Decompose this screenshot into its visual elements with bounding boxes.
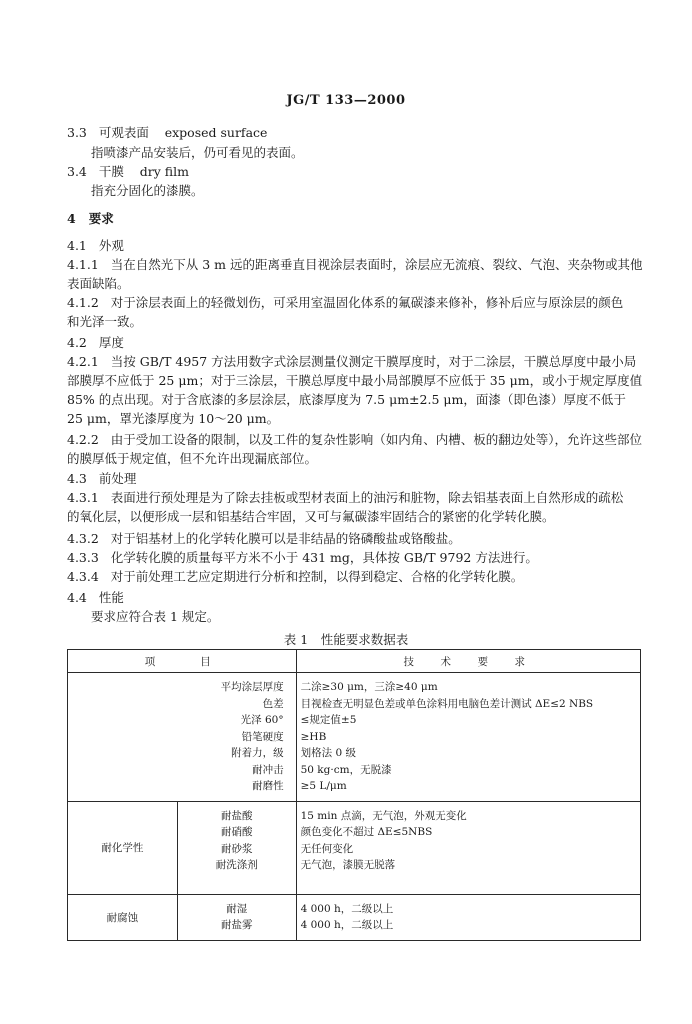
table-requirement: 4 000 h，二级以上	[300, 919, 394, 931]
table-row-basic-properties	[68, 673, 641, 802]
performance-requirements-table	[67, 649, 641, 941]
clause-number: 4.3.1	[67, 490, 99, 505]
clause-4-3-3	[67, 549, 538, 567]
clause-4-2-1-line3: 85% 的点出现。对于含底漆的多层涂层，底漆厚度为 7.5 μm±2.5 μm，面漆（即色漆）厚度不低于	[67, 392, 626, 407]
chemical-requirements-cell	[296, 801, 640, 894]
basic-items-cell	[68, 673, 297, 802]
clause-text: 对于前处理工艺应定期进行分析和控制，以得到稳定、合格的化学转化膜。	[110, 569, 524, 584]
clause-3-3-heading	[67, 124, 267, 142]
table-row-corrosion-resistance	[68, 894, 641, 940]
table-item: 耐盐雾	[220, 919, 253, 931]
clause-number: 4.2.1	[67, 354, 99, 369]
clause-number: 4.3.3	[67, 550, 99, 565]
table-requirement: ≥HB	[300, 730, 327, 743]
section-number: 4	[67, 211, 76, 226]
table-item: 平均涂层厚度	[220, 681, 284, 693]
clause-text: 当在自然光下从 3 m 远的距离垂直目视涂层表面时，涂层应无流痕、裂纹、气泡、夹杂物或其他	[110, 257, 643, 272]
table-item: 耐砂浆	[220, 842, 253, 855]
table-row-chemical-resistance	[68, 801, 641, 894]
table-requirement: ≤规定值±5	[300, 714, 357, 726]
clause-title: 外观	[98, 238, 124, 253]
clause-3-3-body: 指喷漆产品安装后，仍可看见的表面。	[91, 145, 304, 160]
chemical-resistance-category: 耐化学性	[68, 801, 178, 894]
clause-4-2-2-line2: 的膜厚低于规定值，但不允许出现漏底部位。	[67, 451, 318, 466]
clause-4-3-4	[67, 568, 523, 586]
corrosion-resistance-category: 耐腐蚀	[68, 894, 178, 940]
clause-number: 4.3.2	[67, 531, 99, 546]
table-item: 耐盐酸	[220, 809, 253, 822]
document-header: JG/T 133—2000	[286, 93, 406, 108]
clause-text: 由于受加工设备的限制，以及工件的复杂性影响（如内角、内槽、板的翻边处等），允许这些部位	[110, 432, 642, 447]
clause-4-2-heading	[67, 334, 124, 352]
table-requirement: 50 kg·cm，无脱漆	[300, 763, 392, 776]
clause-4-3-heading	[67, 470, 136, 488]
table-item: 色差	[262, 697, 284, 710]
table-requirement: 15 min 点滴，无气泡，外观无变化	[300, 809, 467, 822]
clause-title: 前处理	[98, 471, 137, 486]
table-item: 耐洗涤剂	[215, 859, 258, 871]
table-header-row	[68, 650, 641, 673]
table-item: 附着力，级	[231, 747, 284, 759]
clause-text: 当按 GB/T 4957 方法用数字式涂层测量仪测定干膜厚度时，对于二涂层，干膜总厚度中最小局	[110, 354, 637, 369]
clause-title: 厚度	[98, 335, 124, 350]
clause-4-4-heading	[67, 589, 124, 607]
table-requirement: 4 000 h，二级以上	[300, 902, 394, 915]
column-header-item: 项 目	[68, 650, 297, 673]
clause-number: 4.3	[67, 471, 87, 486]
corrosion-requirements-cell	[296, 894, 640, 940]
table-requirement: 目视检查无明显色差或单色涂料用电脑色差计测试 ΔE≤2 NBS	[300, 697, 594, 710]
clause-number: 4.4	[67, 590, 87, 605]
clause-3-4-body: 指充分固化的漆膜。	[91, 183, 204, 198]
clause-4-1-heading	[67, 237, 124, 255]
column-header-requirement: 技 术 要 求	[296, 650, 640, 673]
clause-title: 性能	[98, 590, 124, 605]
table-item: 耐冲击	[252, 763, 284, 776]
clause-4-1-1-line2: 表面缺陷。	[67, 276, 130, 291]
chemical-items-cell	[177, 801, 296, 894]
clause-4-2-2-line1	[67, 431, 642, 449]
clause-4-3-2	[67, 530, 461, 548]
clause-4-4-body: 要求应符合表 1 规定。	[91, 609, 220, 624]
clause-number: 4.1.1	[67, 257, 99, 272]
table-item: 耐磨性	[252, 780, 284, 792]
clause-4-2-1-line4: 25 μm，罩光漆厚度为 10～20 μm。	[67, 411, 280, 426]
clause-number: 3.4	[67, 164, 87, 179]
clause-title: 可观表面	[98, 125, 149, 140]
clause-4-1-1-line1	[67, 256, 642, 274]
clause-4-1-2-line1	[67, 294, 623, 312]
clause-number: 4.1.2	[67, 295, 99, 310]
clause-number: 4.2.2	[67, 432, 99, 447]
clause-english-term: exposed surface	[164, 125, 268, 140]
clause-text: 表面进行预处理是为了除去挂板或型材表面上的油污和脏物，除去铝基表面上自然形成的疏松	[110, 490, 624, 505]
clause-4-3-1-line2: 的氧化层，以便形成一层和铝基结合牢固，又可与氟碳漆牢固结合的紧密的化学转化膜。	[67, 509, 555, 524]
clause-number: 3.3	[67, 125, 87, 140]
table-requirement: 无任何变化	[300, 842, 354, 855]
clause-number: 4.1	[67, 238, 87, 253]
corrosion-items-cell	[177, 894, 296, 940]
table-requirement: 划格法 0 级	[300, 747, 356, 759]
clause-text: 对于涂层表面上的轻微划伤，可采用室温固化体系的氟碳漆来修补，修补后应与原涂层的颜色	[110, 295, 624, 310]
clause-english-term: dry film	[139, 164, 189, 179]
section-title: 要求	[88, 211, 114, 226]
clause-text: 化学转化膜的质量每平方米不小于 431 mg，具体按 GB/T 9792 方法进行。	[110, 550, 538, 565]
clause-4-1-2-line2: 和光泽一致。	[67, 314, 143, 329]
table-requirement: ≥5 L/μm	[300, 780, 347, 792]
clause-4-2-1-line2: 部膜厚不应低于 25 μm；对于三涂层，干膜总厚度中最小局部膜厚不应低于 35 μm，或小于规定厚度值	[67, 373, 643, 388]
clause-4-3-1-line1	[67, 489, 623, 507]
table-requirement: 二涂≥30 μm，三涂≥40 μm	[300, 681, 438, 693]
table-requirement: 颜色变化不超过 ΔE≤5NBS	[300, 826, 433, 838]
clause-4-2-1-line1	[67, 353, 636, 371]
table-item: 耐硝酸	[220, 826, 253, 838]
table-requirement: 无气泡，漆膜无脱落	[300, 859, 396, 871]
basic-requirements-cell	[296, 673, 640, 802]
table-item: 光泽 60°	[240, 714, 284, 726]
section-4-heading	[67, 210, 114, 228]
clause-3-4-heading	[67, 163, 189, 181]
table-item: 耐湿	[226, 902, 248, 915]
clause-text: 对于铝基材上的化学转化膜可以是非结晶的铬磷酸盐或铬酸盐。	[110, 531, 461, 546]
clause-number: 4.3.4	[67, 569, 99, 584]
clause-title: 干膜	[98, 164, 124, 179]
clause-number: 4.2	[67, 335, 87, 350]
table-title: 表 1 性能要求数据表	[283, 632, 409, 647]
table-item: 铅笔硬度	[241, 730, 284, 743]
